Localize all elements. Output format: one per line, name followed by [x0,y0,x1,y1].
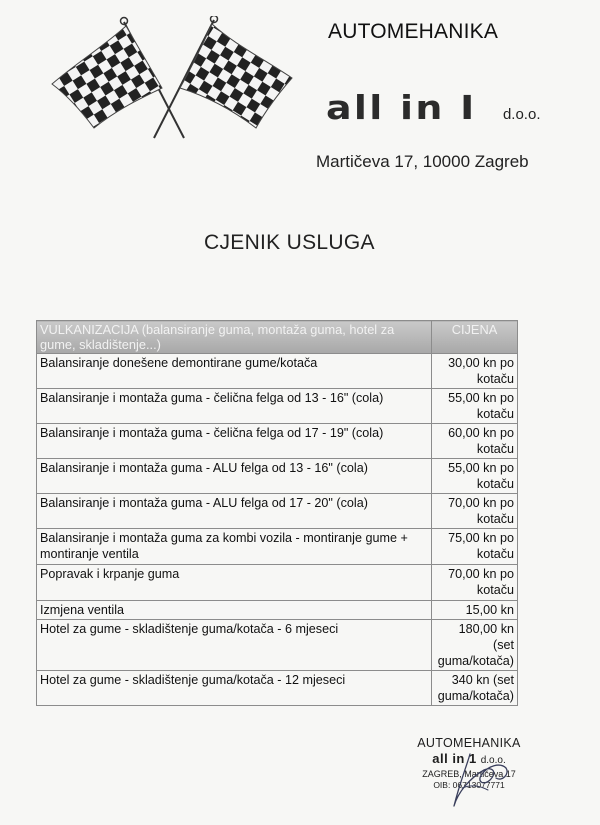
row-price: 340 kn (set guma/kotača) [432,671,518,706]
table-row [37,601,518,620]
row-description: Hotel za gume - skladištenje guma/kotača - 12 mjeseci [37,671,432,706]
table-row [37,494,518,529]
row-description: Hotel za gume - skladištenje guma/kotača - 6 mjeseci [37,620,432,671]
row-price: 180,00 kn (set guma/kotača) [432,620,518,671]
row-price: 55,00 kn po kotaču [432,389,518,424]
stamp-company-name: AUTOMEHANIKA [417,736,521,750]
row-description: Izmjena ventila [37,601,432,620]
table-row [37,620,518,671]
table-row [37,354,518,389]
table-row [37,565,518,601]
price-table [36,320,518,706]
table-row [37,671,518,706]
header-price: CIJENA [432,321,518,354]
table-row [37,424,518,459]
stamp-suffix: d.o.o. [480,755,506,766]
row-price: 60,00 kn po kotaču [432,424,518,459]
row-price: 75,00 kn po kotaču [432,529,518,565]
row-price: 15,00 kn [432,601,518,620]
company-title: AUTOMEHANIKA [328,20,499,43]
row-price: 30,00 kn po kotaču [432,354,518,389]
row-price: 70,00 kn po kotaču [432,494,518,529]
table-header-row [37,321,518,354]
table-row [37,459,518,494]
document-title: CJENIK USLUGA [204,231,375,254]
stamp-logo: all in 1 [432,751,477,766]
company-address: Martičeva 17, 10000 Zagreb [316,152,529,171]
row-price: 55,00 kn po kotaču [432,459,518,494]
stamp-address: ZAGREB, Martičeva 17 [422,769,516,779]
row-description: Balansiranje donešene demontirane gume/kotača [37,354,432,389]
company-logo [326,88,540,127]
table-row [37,389,518,424]
logo-text: all in I [326,88,477,127]
row-description: Balansiranje i montaža guma za kombi vozila - montiranje gume + montiranje ventila [37,529,432,565]
header-description: VULKANIZACIJA (balansiranje guma, montaža guma, hotel za gume, skladištenje...) [37,321,432,354]
checkered-flags-icon [44,16,299,141]
table-row [37,529,518,565]
row-description: Popravak i krpanje guma [37,565,432,601]
logo-suffix: d.o.o. [502,106,541,123]
row-price: 70,00 kn po kotaču [432,565,518,601]
row-description: Balansiranje i montaža guma - čelična felga od 13 - 16" (cola) [37,389,432,424]
row-description: Balansiranje i montaža guma - ALU felga od 17 - 20" (cola) [37,494,432,529]
signature-icon [440,748,520,810]
stamp-oib: OIB: 06713077771 [433,780,505,790]
row-description: Balansiranje i montaža guma - ALU felga od 13 - 16" (cola) [37,459,432,494]
row-description: Balansiranje i montaža guma - čelična felga od 17 - 19" (cola) [37,424,432,459]
